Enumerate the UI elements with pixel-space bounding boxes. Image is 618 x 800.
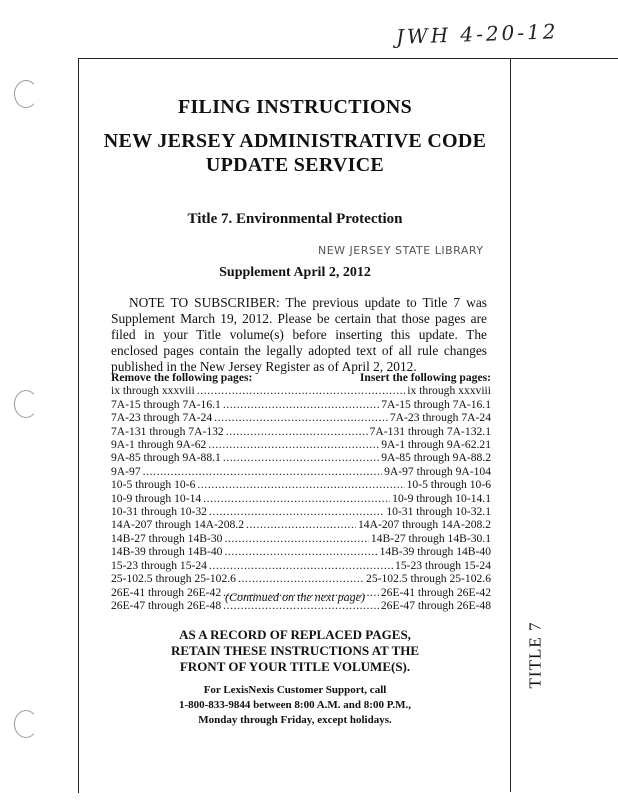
list-item <box>111 532 491 545</box>
insert-pages: 9A-85 through 9A-88.2 <box>381 451 491 465</box>
insert-pages: 7A-23 through 7A-24 <box>389 411 491 425</box>
insert-pages: 26E-47 through 26E-48 <box>380 598 491 612</box>
leader-dots <box>238 572 364 585</box>
remove-pages: 9A-85 through 9A-88.1 <box>111 451 221 465</box>
list-item <box>111 478 491 491</box>
remove-pages: 14B-27 through 14B-30 <box>111 531 223 545</box>
remove-header: Remove the following pages: <box>111 371 253 384</box>
insert-pages: 25-102.5 through 25-102.6 <box>366 572 491 586</box>
insert-pages: 9A-97 through 9A-104 <box>384 464 491 478</box>
list-item <box>111 572 491 585</box>
remove-pages: 26E-47 through 26E-48 <box>111 598 222 612</box>
list-item <box>111 505 491 518</box>
support-line: Monday through Friday, except holidays. <box>198 714 392 726</box>
insert-pages: 7A-131 through 7A-132.1 <box>369 424 491 438</box>
list-item <box>111 425 491 438</box>
support-phone: 1-800-833-9844 between 8:00 A.M. and 8:00 P.M., <box>178 699 412 711</box>
list-item <box>111 545 491 558</box>
remove-pages: 14A-207 through 14A-208.2 <box>111 518 244 532</box>
subscriber-note: NOTE TO SUBSCRIBER: The previous update to Title 7 was Supplement March 19, 2012. Please be certain that those pages are filed in your Title volume(s) before inserting this update. The enclosed pages contain the legally adopted text of all rule changes published in the New Jersey Register as of April 2, 2012. <box>111 295 487 374</box>
page-replacement-list <box>111 371 491 612</box>
leader-dots <box>223 398 379 411</box>
leader-dots <box>223 451 379 464</box>
leader-dots <box>203 492 390 505</box>
list-item <box>111 465 491 478</box>
customer-support-info <box>80 683 510 728</box>
support-line: For LexisNexis Customer Support, call <box>203 684 387 696</box>
insert-pages: 10-5 through 10-6 <box>406 478 491 492</box>
list-item <box>111 492 491 505</box>
list-item <box>111 518 491 531</box>
insert-pages: 26E-41 through 26E-42 <box>380 585 491 599</box>
remove-pages: 10-31 through 10-32 <box>111 505 207 519</box>
list-item <box>111 438 491 451</box>
handwritten-initials-date: JWH 4-20-12 <box>395 19 559 49</box>
remove-pages: 26E-41 through 26E-42 <box>111 585 222 599</box>
record-line: FRONT OF YOUR TITLE VOLUME(S). <box>179 659 411 674</box>
binder-hole-mark <box>14 710 38 738</box>
title-tab <box>524 621 546 689</box>
remove-pages: 9A-97 <box>111 464 141 478</box>
leader-dots <box>224 545 377 558</box>
leader-dots <box>246 518 356 531</box>
binder-hole-mark <box>14 390 38 418</box>
tab-divider-line <box>510 58 511 792</box>
tab-top-line <box>510 58 618 59</box>
list-item <box>111 384 491 397</box>
leader-dots <box>197 478 404 491</box>
remove-pages: ix through xxxviii <box>111 384 195 398</box>
leader-dots <box>209 505 384 518</box>
page-subheading-2: UPDATE SERVICE <box>205 154 385 176</box>
list-header <box>111 371 491 384</box>
title-subject: Title 7. Environmental Protection <box>187 211 403 227</box>
library-stamp: NEW JERSEY STATE LIBRARY <box>318 244 484 257</box>
page-title: FILING INSTRUCTIONS <box>177 96 413 118</box>
insert-pages: 10-31 through 10-32.1 <box>386 505 491 519</box>
binder-hole-mark <box>14 80 38 108</box>
remove-pages: 15-23 through 15-24 <box>111 558 207 572</box>
list-item <box>111 411 491 424</box>
remove-pages: 7A-131 through 7A-132 <box>111 424 224 438</box>
leader-dots <box>209 559 393 572</box>
insert-pages: 7A-15 through 7A-16.1 <box>381 397 491 411</box>
remove-pages: 25-102.5 through 25-102.6 <box>111 572 236 586</box>
leader-dots <box>208 438 379 451</box>
insert-pages: 14A-207 through 14A-208.2 <box>358 518 491 532</box>
insert-pages: 10-9 through 10-14.1 <box>392 491 491 505</box>
remove-pages: 7A-15 through 7A-16.1 <box>111 397 221 411</box>
leader-dots <box>224 532 368 545</box>
leader-dots <box>143 465 382 478</box>
page-subheading: NEW JERSEY ADMINISTRATIVE CODE <box>103 130 487 152</box>
title-tab-label: TITLE 7 <box>525 621 545 689</box>
insert-pages: ix through xxxviii <box>407 384 491 398</box>
remove-pages: 9A-1 through 9A-62 <box>111 438 207 452</box>
insert-pages: 9A-1 through 9A-62.21 <box>381 438 491 452</box>
remove-pages: 7A-23 through 7A-24 <box>111 411 213 425</box>
insert-pages: 15-23 through 15-24 <box>395 558 491 572</box>
insert-pages: 14B-39 through 14B-40 <box>379 545 491 559</box>
remove-pages: 10-5 through 10-6 <box>111 478 196 492</box>
record-line: RETAIN THESE INSTRUCTIONS AT THE <box>170 643 420 658</box>
insert-header: Insert the following pages: <box>359 371 491 384</box>
remove-pages: 10-9 through 10-14 <box>111 491 202 505</box>
leader-dots <box>214 411 388 424</box>
supplement-date: Supplement April 2, 2012 <box>219 265 371 280</box>
continued-note: (Continued on the next page) <box>225 590 365 604</box>
record-instructions <box>80 627 510 675</box>
leader-dots <box>197 384 406 397</box>
list-item <box>111 451 491 464</box>
leader-dots <box>226 425 368 438</box>
insert-pages: 14B-27 through 14B-30.1 <box>370 531 491 545</box>
list-item <box>111 398 491 411</box>
remove-pages: 14B-39 through 14B-40 <box>111 545 223 559</box>
record-line: AS A RECORD OF REPLACED PAGES, <box>179 627 411 642</box>
list-item <box>111 559 491 572</box>
